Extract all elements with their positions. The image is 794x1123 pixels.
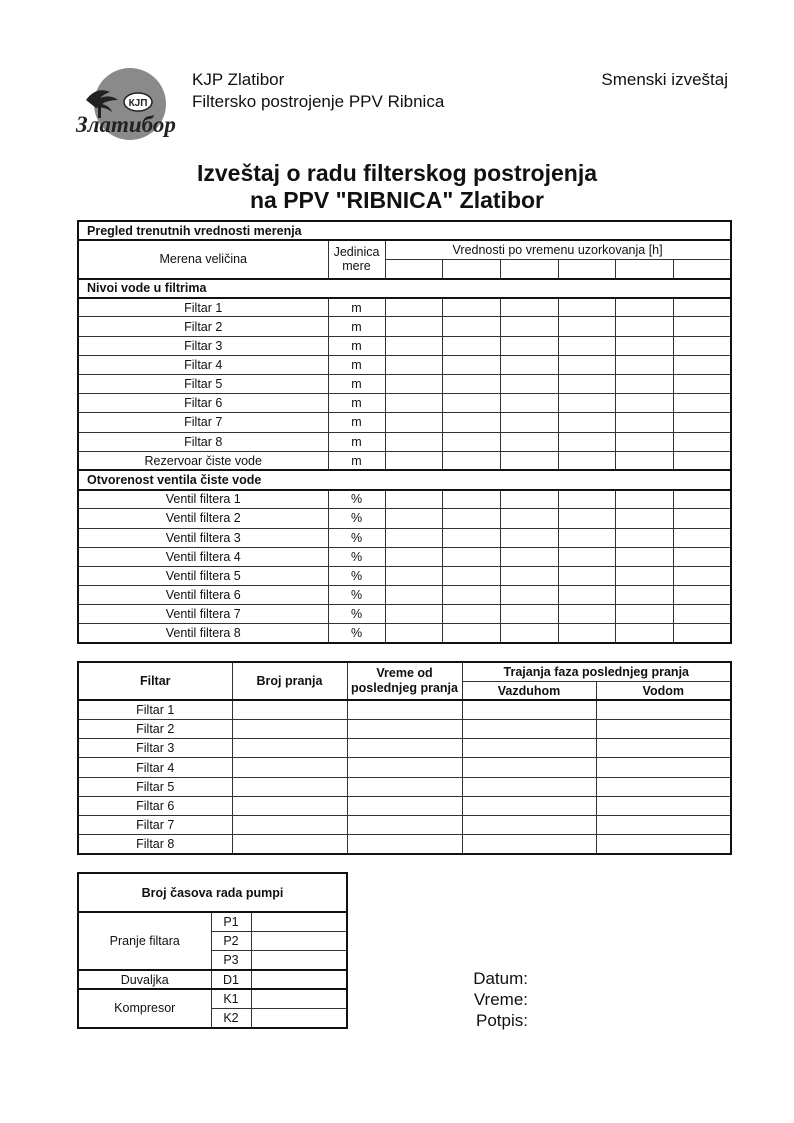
measurement-name: Rezervoar čiste vode (78, 451, 328, 470)
report-type: Smenski izveštaj (601, 70, 728, 89)
measurement-name: Filtar 3 (78, 336, 328, 355)
value-cell[interactable] (385, 432, 443, 451)
washing-value-cell[interactable] (232, 700, 347, 719)
measurement-name: Ventil filtera 2 (78, 509, 328, 528)
value-cell[interactable] (616, 355, 674, 374)
value-cell[interactable] (616, 432, 674, 451)
value-cell[interactable] (385, 566, 443, 585)
washing-row (78, 796, 731, 815)
value-cell[interactable] (500, 624, 558, 643)
value-cell[interactable] (500, 451, 558, 470)
svg-text:Златибор: Златибор (76, 112, 176, 137)
value-cell[interactable] (500, 490, 558, 509)
value-cell[interactable] (443, 547, 501, 566)
value-cell[interactable] (500, 566, 558, 585)
value-cell[interactable] (500, 336, 558, 355)
measurements-table (77, 220, 732, 644)
value-cell[interactable] (385, 547, 443, 566)
measurement-unit: % (328, 586, 385, 605)
since-header-line1: Vreme od (376, 666, 433, 681)
section-title: Pregled trenutnih vrednosti merenja (78, 221, 731, 240)
value-cell[interactable] (673, 509, 730, 528)
filter-name: Filtar 5 (78, 777, 232, 796)
value-cell[interactable] (500, 375, 558, 394)
value-cell[interactable] (616, 375, 674, 394)
measurement-unit: % (328, 528, 385, 547)
measurement-row (78, 375, 731, 394)
value-cell[interactable] (673, 605, 730, 624)
organization-name: KJP Zlatibor (192, 70, 285, 89)
measurement-name: Filtar 2 (78, 317, 328, 336)
measurement-name: Filtar 6 (78, 394, 328, 413)
value-cell[interactable] (673, 298, 730, 317)
pump-hours-cell[interactable] (251, 912, 347, 931)
measurement-name: Ventil filtera 6 (78, 586, 328, 605)
measurement-unit: m (328, 432, 385, 451)
washing-row (78, 777, 731, 796)
time-slot-cell[interactable] (616, 259, 674, 278)
value-cell[interactable] (443, 451, 501, 470)
value-cell[interactable] (500, 298, 558, 317)
pump-hours-cell[interactable] (251, 1008, 347, 1027)
measurement-name: Ventil filtera 4 (78, 547, 328, 566)
value-cell[interactable] (673, 336, 730, 355)
value-cell[interactable] (443, 298, 501, 317)
value-cell[interactable] (443, 490, 501, 509)
measurement-row (78, 566, 731, 585)
value-cell[interactable] (616, 566, 674, 585)
value-cell[interactable] (558, 624, 616, 643)
measurement-name: Ventil filtera 7 (78, 605, 328, 624)
washing-value-cell[interactable] (232, 835, 347, 854)
measurement-unit: % (328, 490, 385, 509)
measurement-row (78, 413, 731, 432)
pump-row (78, 970, 347, 989)
group-title: Nivoi vode u filtrima (78, 279, 731, 298)
filter-name: Filtar 4 (78, 758, 232, 777)
value-cell[interactable] (500, 355, 558, 374)
value-cell[interactable] (443, 566, 501, 585)
value-cell[interactable] (500, 432, 558, 451)
washing-value-cell[interactable] (347, 739, 462, 758)
value-cell[interactable] (558, 432, 616, 451)
pump-hours-cell[interactable] (251, 951, 347, 970)
measurement-row (78, 432, 731, 451)
washing-value-cell[interactable] (596, 816, 731, 835)
washing-value-cell[interactable] (596, 700, 731, 719)
signature-label: Potpis: (476, 1011, 528, 1030)
washing-value-cell[interactable] (462, 739, 596, 758)
washing-value-cell[interactable] (462, 816, 596, 835)
since-header-line2: poslednjeg pranja (351, 681, 458, 696)
pump-row (78, 989, 347, 1008)
value-cell[interactable] (500, 528, 558, 547)
measurement-row (78, 336, 731, 355)
value-cell[interactable] (443, 336, 501, 355)
measurement-row (78, 451, 731, 470)
washing-row (78, 835, 731, 854)
document-title-line2: na PPV "RIBNICA" Zlatibor (249, 187, 544, 213)
value-cell[interactable] (673, 375, 730, 394)
washing-value-cell[interactable] (347, 758, 462, 777)
value-cell[interactable] (500, 413, 558, 432)
pump-row (78, 912, 347, 931)
value-cell[interactable] (385, 317, 443, 336)
washing-value-cell[interactable] (347, 777, 462, 796)
measurement-row (78, 547, 731, 566)
measurement-unit: m (328, 413, 385, 432)
pump-id: K1 (211, 989, 251, 1008)
pump-hours-cell[interactable] (251, 970, 347, 989)
filter-name: Filtar 6 (78, 796, 232, 815)
value-cell[interactable] (558, 298, 616, 317)
value-cell[interactable] (443, 317, 501, 336)
measurement-name: Filtar 1 (78, 298, 328, 317)
pump-id: P2 (211, 931, 251, 950)
value-cell[interactable] (558, 394, 616, 413)
time-slot-cell[interactable] (500, 259, 558, 278)
value-cell[interactable] (616, 586, 674, 605)
value-cell[interactable] (385, 490, 443, 509)
measurement-unit: m (328, 394, 385, 413)
value-cell[interactable] (558, 566, 616, 585)
value-cell[interactable] (616, 298, 674, 317)
section-header-row (78, 221, 731, 240)
value-cell[interactable] (443, 355, 501, 374)
washing-value-cell[interactable] (232, 816, 347, 835)
value-cell[interactable] (673, 451, 730, 470)
measurement-row (78, 394, 731, 413)
group-title: Otvorenost ventila čiste vode (78, 470, 731, 489)
value-cell[interactable] (385, 336, 443, 355)
washing-value-cell[interactable] (462, 700, 596, 719)
measurement-unit: % (328, 566, 385, 585)
value-cell[interactable] (500, 394, 558, 413)
value-cell[interactable] (385, 509, 443, 528)
measurement-name: Filtar 4 (78, 355, 328, 374)
group-header-row (78, 279, 731, 298)
washing-value-cell[interactable] (347, 700, 462, 719)
pump-hours-cell[interactable] (251, 989, 347, 1008)
time-slot-cell[interactable] (385, 259, 443, 278)
washing-value-cell[interactable] (596, 739, 731, 758)
washing-table (77, 661, 732, 855)
measurement-row (78, 528, 731, 547)
column-header-filter: Filtar (78, 662, 232, 700)
value-cell[interactable] (558, 547, 616, 566)
value-cell[interactable] (443, 375, 501, 394)
washing-value-cell[interactable] (462, 777, 596, 796)
washing-value-cell[interactable] (596, 777, 731, 796)
value-cell[interactable] (385, 451, 443, 470)
washing-value-cell[interactable] (596, 758, 731, 777)
value-cell[interactable] (558, 528, 616, 547)
value-cell[interactable] (673, 528, 730, 547)
washing-value-cell[interactable] (462, 796, 596, 815)
value-cell[interactable] (385, 355, 443, 374)
value-cell[interactable] (673, 394, 730, 413)
measurement-name: Filtar 5 (78, 375, 328, 394)
value-cell[interactable] (385, 586, 443, 605)
value-cell[interactable] (673, 317, 730, 336)
washing-value-cell[interactable] (596, 796, 731, 815)
washing-value-cell[interactable] (462, 720, 596, 739)
measurement-name: Ventil filtera 1 (78, 490, 328, 509)
value-cell[interactable] (443, 413, 501, 432)
washing-value-cell[interactable] (232, 739, 347, 758)
value-cell[interactable] (616, 413, 674, 432)
column-header-wash-count: Broj pranja (232, 662, 347, 700)
washing-value-cell[interactable] (232, 796, 347, 815)
washing-value-cell[interactable] (232, 758, 347, 777)
washing-row (78, 720, 731, 739)
measurement-row (78, 586, 731, 605)
value-cell[interactable] (558, 605, 616, 624)
measurement-name: Filtar 7 (78, 413, 328, 432)
value-cell[interactable] (673, 490, 730, 509)
filter-name: Filtar 1 (78, 700, 232, 719)
value-cell[interactable] (443, 394, 501, 413)
value-cell[interactable] (558, 336, 616, 355)
value-cell[interactable] (616, 547, 674, 566)
pump-id: P1 (211, 912, 251, 931)
value-cell[interactable] (673, 432, 730, 451)
column-header-phases: Trajanja faza poslednjeg pranja (462, 662, 731, 681)
value-cell[interactable] (385, 394, 443, 413)
washing-value-cell[interactable] (596, 835, 731, 854)
washing-row (78, 739, 731, 758)
pump-group-name: Duvaljka (78, 970, 211, 989)
measurement-unit: m (328, 298, 385, 317)
measurement-row (78, 298, 731, 317)
time-slot-cell[interactable] (443, 259, 501, 278)
column-header-unit (328, 240, 385, 278)
column-header-values: Vrednosti po vremenu uzorkovanja [h] (385, 240, 731, 259)
value-cell[interactable] (558, 490, 616, 509)
filter-name: Filtar 3 (78, 739, 232, 758)
value-cell[interactable] (500, 509, 558, 528)
value-cell[interactable] (616, 451, 674, 470)
value-cell[interactable] (443, 528, 501, 547)
value-cell[interactable] (616, 317, 674, 336)
measurement-unit: m (328, 336, 385, 355)
measurement-unit: m (328, 375, 385, 394)
document-title-line1: Izveštaj o radu filterskog postrojenja (196, 160, 598, 186)
washing-value-cell[interactable] (462, 758, 596, 777)
measurement-row (78, 317, 731, 336)
value-cell[interactable] (616, 528, 674, 547)
filter-name: Filtar 7 (78, 816, 232, 835)
filter-name: Filtar 2 (78, 720, 232, 739)
column-header-air: Vazduhom (462, 681, 596, 700)
measurement-row (78, 490, 731, 509)
filter-name: Filtar 8 (78, 835, 232, 854)
washing-row (78, 758, 731, 777)
measurement-name: Ventil filtera 8 (78, 624, 328, 643)
value-cell[interactable] (616, 490, 674, 509)
measurement-unit: m (328, 355, 385, 374)
value-cell[interactable] (385, 605, 443, 624)
value-cell[interactable] (558, 355, 616, 374)
measurement-unit: m (328, 317, 385, 336)
value-cell[interactable] (443, 624, 501, 643)
washing-value-cell[interactable] (232, 777, 347, 796)
value-cell[interactable] (558, 509, 616, 528)
value-cell[interactable] (385, 624, 443, 643)
time-label: Vreme: (473, 990, 528, 1009)
value-cell[interactable] (558, 451, 616, 470)
measurement-unit: m (328, 451, 385, 470)
measurement-unit: % (328, 605, 385, 624)
time-slot-cell[interactable] (558, 259, 616, 278)
measurement-unit: % (328, 624, 385, 643)
washing-value-cell[interactable] (596, 720, 731, 739)
column-header-water: Vodom (596, 681, 731, 700)
value-cell[interactable] (385, 298, 443, 317)
value-cell[interactable] (500, 547, 558, 566)
measurement-name: Ventil filtera 3 (78, 528, 328, 547)
measurement-row (78, 509, 731, 528)
time-slot-cell[interactable] (673, 259, 730, 278)
value-cell[interactable] (616, 336, 674, 355)
value-cell[interactable] (443, 509, 501, 528)
value-cell[interactable] (500, 586, 558, 605)
pump-group-name: Kompresor (78, 989, 211, 1028)
washing-value-cell[interactable] (462, 835, 596, 854)
value-cell[interactable] (673, 413, 730, 432)
measurement-unit: % (328, 509, 385, 528)
group-header-row (78, 470, 731, 489)
unit-header-line1: Jedinica (333, 245, 380, 260)
pump-id: K2 (211, 1008, 251, 1027)
value-cell[interactable] (616, 605, 674, 624)
pump-title-row (78, 873, 347, 912)
measurement-row (78, 605, 731, 624)
value-cell[interactable] (443, 432, 501, 451)
column-header-time-since-wash (347, 662, 462, 700)
company-logo (72, 66, 190, 144)
washing-value-cell[interactable] (347, 720, 462, 739)
washing-row (78, 816, 731, 835)
value-cell[interactable] (500, 605, 558, 624)
pump-hours-cell[interactable] (251, 931, 347, 950)
unit-header-line2: mere (342, 259, 371, 274)
value-cell[interactable] (385, 413, 443, 432)
washing-value-cell[interactable] (347, 835, 462, 854)
measurement-name: Filtar 8 (78, 432, 328, 451)
column-header-quantity: Merena veličina (78, 240, 328, 278)
plant-name: Filtersko postrojenje PPV Ribnica (192, 92, 445, 111)
pump-id: D1 (211, 970, 251, 989)
value-cell[interactable] (443, 605, 501, 624)
value-cell[interactable] (558, 586, 616, 605)
measurement-unit: % (328, 547, 385, 566)
pump-id: P3 (211, 951, 251, 970)
value-cell[interactable] (385, 528, 443, 547)
value-cell[interactable] (385, 375, 443, 394)
value-cell[interactable] (673, 566, 730, 585)
value-cell[interactable] (558, 413, 616, 432)
washing-row (78, 700, 731, 719)
value-cell[interactable] (558, 375, 616, 394)
value-cell[interactable] (673, 586, 730, 605)
washing-value-cell[interactable] (347, 816, 462, 835)
value-cell[interactable] (616, 624, 674, 643)
washing-value-cell[interactable] (232, 720, 347, 739)
pump-group-name: Pranje filtara (78, 912, 211, 970)
washing-header-row (78, 662, 731, 681)
measurement-name: Ventil filtera 5 (78, 566, 328, 585)
date-label: Datum: (473, 969, 528, 988)
value-cell[interactable] (500, 317, 558, 336)
pump-hours-table (77, 872, 348, 1029)
value-cell[interactable] (673, 355, 730, 374)
washing-value-cell[interactable] (347, 796, 462, 815)
value-cell[interactable] (673, 547, 730, 566)
value-cell[interactable] (558, 317, 616, 336)
value-cell[interactable] (616, 509, 674, 528)
measurement-row (78, 355, 731, 374)
pump-table-title: Broj časova rada pumpi (78, 873, 347, 912)
measurement-row (78, 624, 731, 643)
value-cell[interactable] (443, 586, 501, 605)
svg-text:КЈП: КЈП (128, 98, 148, 109)
column-header-row (78, 240, 731, 259)
value-cell[interactable] (673, 624, 730, 643)
value-cell[interactable] (616, 394, 674, 413)
